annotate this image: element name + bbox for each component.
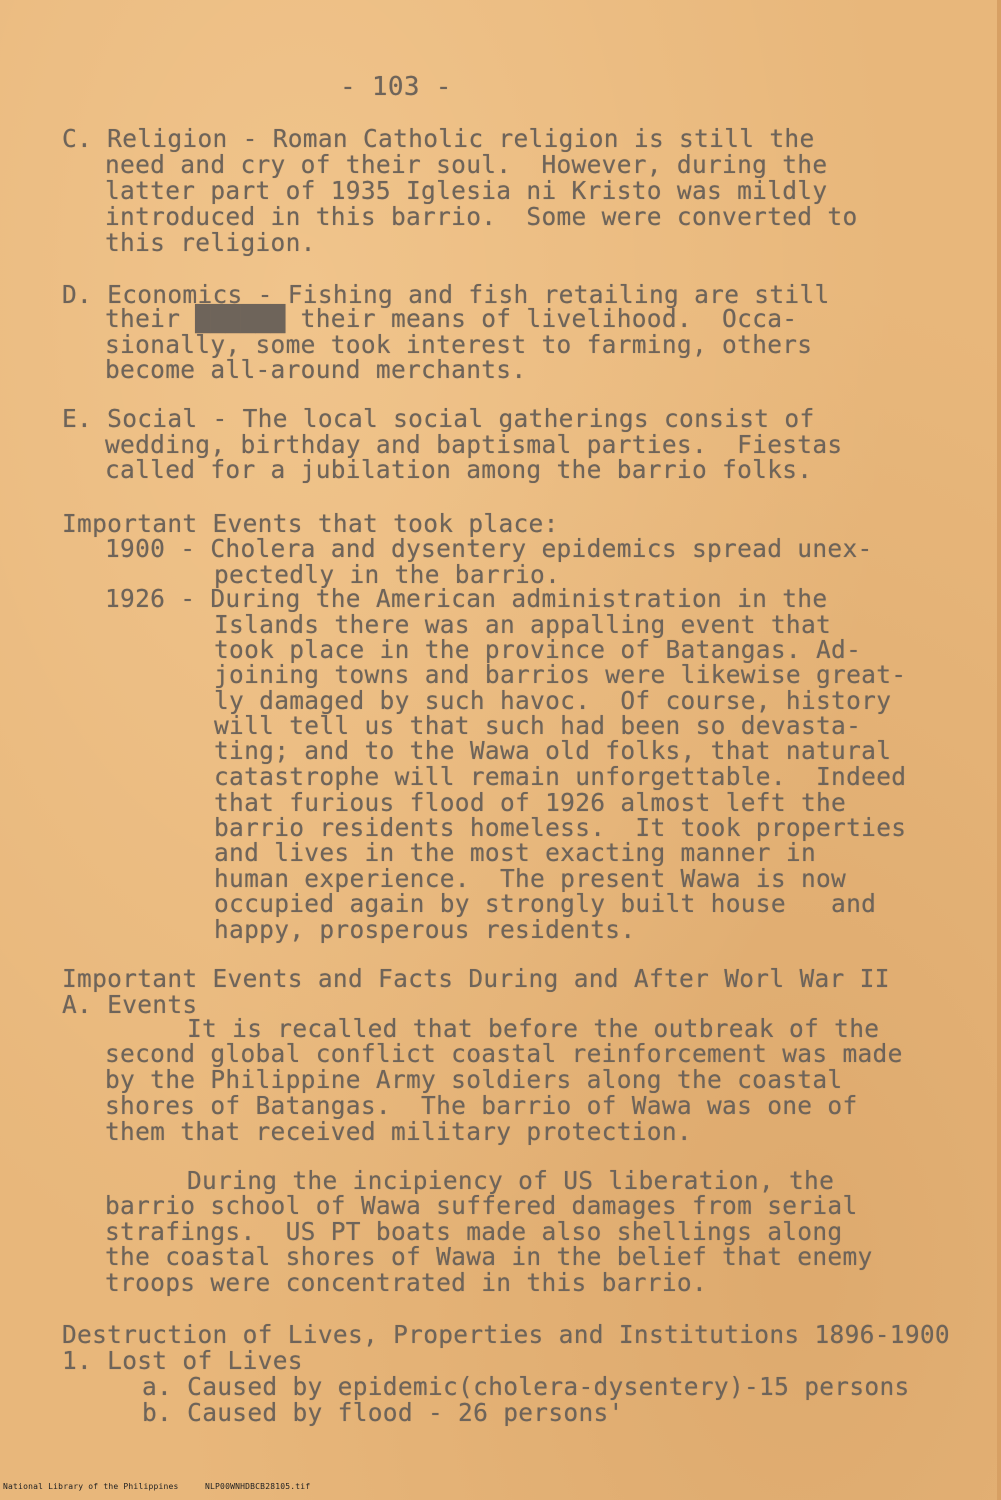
events-line: occupied again by strongly built house and xyxy=(214,889,877,918)
war-paragraph-line: It is recalled that before the outbreak of the xyxy=(187,1014,880,1043)
events-line: will tell us that such had been so devasta- xyxy=(214,711,862,740)
events-line: pectedly in the barrio. xyxy=(214,560,561,589)
social-line-2: wedding, birthday and baptismal parties. Fiestas xyxy=(105,430,843,459)
war-subheading: A. Events xyxy=(62,990,198,1019)
war-paragraph-line: During the incipiency of US liberation, the xyxy=(187,1166,835,1195)
religion-line-3: latter part of 1935 Iglesia ni Kristo was mildly xyxy=(105,176,828,205)
war-paragraph-line: strafings. US PT boats made also shellings along xyxy=(105,1217,843,1246)
economics-line-1: D. Economics - Fishing and fish retailing are still xyxy=(62,280,830,309)
events-line: joining towns and barrios were likewise great- xyxy=(214,660,907,689)
events-line: ly damaged by such havoc. Of course, history xyxy=(214,686,892,715)
religion-line-2: need and cry of their soul. However, during the xyxy=(105,150,828,179)
events-line: happy, prosperous residents. xyxy=(214,915,636,944)
events-line: and lives in the most exacting manner in xyxy=(214,838,817,867)
religion-line-1: C. Religion - Roman Catholic religion is still the xyxy=(62,124,815,153)
religion-line-4: introduced in this barrio. Some were converted to xyxy=(105,202,858,231)
events-line: barrio residents homeless. It took properties xyxy=(214,813,907,842)
events-line-1900: 1900 - Cholera and dysentery epidemics spread unex- xyxy=(105,534,873,563)
religion-line-5: this religion. xyxy=(105,228,316,257)
economics-line-2: their ██████ their means of livelihood. Occa- xyxy=(105,304,798,333)
events-heading: Important Events that took place: xyxy=(62,509,559,538)
war-paragraph-line: them that received military protection. xyxy=(105,1117,692,1146)
destruction-item: b. Caused by flood - 26 persons' xyxy=(142,1398,624,1427)
social-line-1: E. Social - The local social gatherings consist of xyxy=(62,404,815,433)
war-paragraph-line: shores of Batangas. The barrio of Wawa was one of xyxy=(105,1091,858,1120)
war-paragraph-line: second global conflict coastal reinforcement was made xyxy=(105,1039,903,1068)
events-line: human experience. The present Wawa is now xyxy=(214,864,847,893)
destruction-subheading: 1. Lost of Lives xyxy=(62,1346,303,1375)
economics-line-3: sionally, some took interest to farming, others xyxy=(105,330,813,359)
destruction-heading: Destruction of Lives, Properties and Institutions 1896-1900 xyxy=(62,1320,950,1349)
war-paragraph-line: barrio school of Wawa suffered damages from serial xyxy=(105,1191,858,1220)
footer-library: National Library of the Philippines xyxy=(3,1482,179,1491)
destruction-item: a. Caused by epidemic(cholera-dysentery)-15 persons xyxy=(142,1372,910,1401)
events-line: took place in the province of Batangas. Ad- xyxy=(214,635,862,664)
war-heading: Important Events and Facts During and After Worl War II xyxy=(62,964,890,993)
events-line: catastrophe will remain unforgettable. Indeed xyxy=(214,762,907,791)
war-paragraph-line: troops were concentrated in this barrio. xyxy=(105,1268,708,1297)
footer-filename: NLP00WNHDBCB28105.tif xyxy=(205,1482,311,1491)
events-line: Islands there was an appalling event that xyxy=(214,610,832,639)
war-paragraph-line: the coastal shores of Wawa in the belief that enemy xyxy=(105,1242,873,1271)
war-paragraph-line: by the Philippine Army soldiers along the coastal xyxy=(105,1065,843,1094)
events-line: that furious flood of 1926 almost left the xyxy=(214,788,847,817)
page-edge xyxy=(997,0,1001,1500)
events-line: ting; and to the Wawa old folks, that natural xyxy=(214,736,892,765)
page-number: - 103 - xyxy=(340,72,452,102)
economics-line-4: become all-around merchants. xyxy=(105,355,527,384)
events-line-1926: 1926 - During the American administration in the xyxy=(105,584,828,613)
social-line-3: called for a jubilation among the barrio folks. xyxy=(105,455,813,484)
